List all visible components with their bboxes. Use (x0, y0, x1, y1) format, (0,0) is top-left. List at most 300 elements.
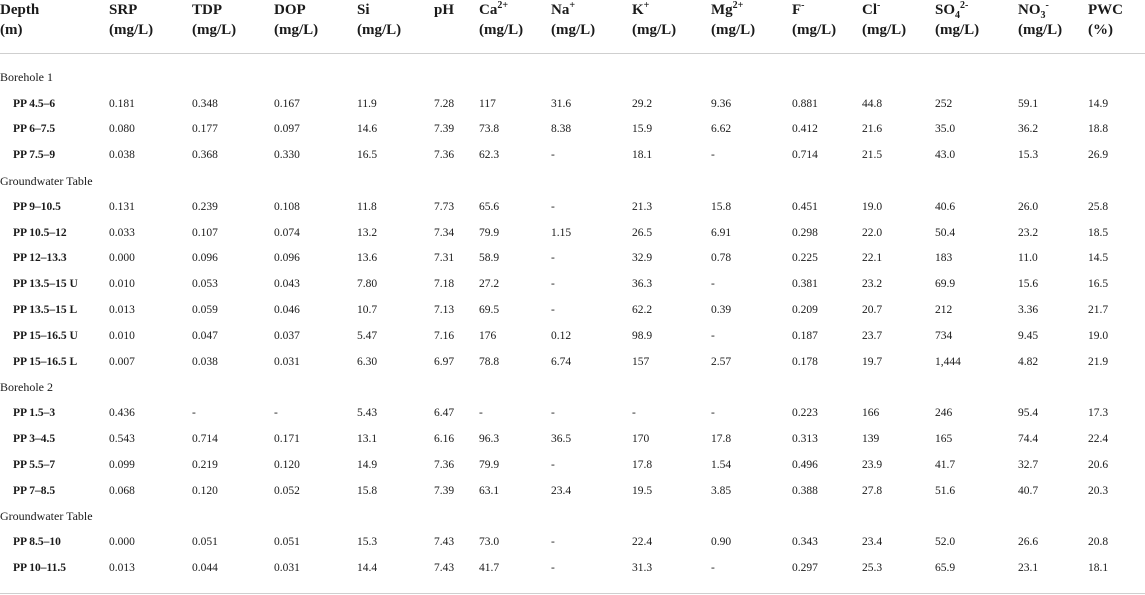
value-cell: 1.15 (551, 226, 572, 239)
value-cell: 0.080 (109, 123, 135, 136)
value-cell: 59.1 (1018, 97, 1039, 110)
depth-cell: PP 15–16.5 L (13, 355, 78, 368)
value-cell: 0.013 (109, 562, 135, 575)
value-cell: 0.171 (274, 433, 300, 446)
depth-cell: PP 4.5–6 (13, 97, 56, 110)
value-cell: 7.36 (434, 458, 455, 471)
table-row (0, 142, 1145, 168)
value-cell: 0.381 (792, 278, 818, 291)
value-cell: - (551, 149, 555, 162)
value-cell: 0.209 (792, 304, 818, 317)
column-header-unit: (%) (1088, 22, 1113, 38)
value-cell: 0.000 (109, 536, 135, 549)
value-cell: 11.0 (1018, 252, 1038, 265)
value-cell: 31.3 (632, 562, 653, 575)
value-cell: 18.1 (1088, 562, 1109, 575)
value-cell: 9.36 (711, 97, 732, 110)
value-cell: 44.8 (862, 97, 883, 110)
section-row (0, 504, 1145, 530)
column-header (357, 0, 434, 54)
value-cell: 23.4 (551, 484, 572, 497)
value-cell: 0.120 (274, 458, 300, 471)
section-label: Groundwater Table (0, 508, 93, 523)
column-header-symbol: PWC (1088, 2, 1123, 18)
section-row (0, 65, 1145, 91)
value-cell: 0.330 (274, 149, 300, 162)
column-header-unit: (mg/L) (357, 22, 402, 38)
value-cell: 176 (479, 329, 497, 342)
spacer-row (0, 54, 1145, 66)
value-cell: 6.97 (434, 355, 455, 368)
column-header-name (711, 0, 792, 20)
value-cell: 15.6 (1018, 278, 1039, 291)
depth-cell: PP 6–7.5 (13, 123, 56, 136)
column-header (0, 0, 109, 54)
value-cell: 65.6 (479, 200, 500, 213)
column-header-name (479, 0, 551, 20)
value-cell: 23.1 (1018, 562, 1039, 575)
depth-cell: PP 7.5–9 (13, 149, 56, 162)
depth-cell: PP 15–16.5 U (13, 329, 78, 342)
column-header-name (274, 0, 357, 20)
table-row (0, 297, 1145, 323)
table-row (0, 271, 1145, 297)
column-header-name (1018, 0, 1088, 20)
value-cell: 22.4 (1088, 433, 1109, 446)
value-cell: 14.6 (357, 123, 378, 136)
value-cell: - (711, 562, 715, 575)
value-cell: 0.099 (109, 458, 135, 471)
column-header-unit: (m) (0, 22, 23, 38)
column-header-symbol: TDP (192, 2, 222, 18)
column-header (479, 0, 551, 54)
table-row (0, 426, 1145, 452)
value-cell: 0.388 (792, 484, 818, 497)
value-cell: 10.7 (357, 304, 378, 317)
column-header-superscript: 2+ (732, 0, 744, 11)
value-cell: 79.9 (479, 458, 500, 471)
value-cell: 43.0 (935, 149, 956, 162)
value-cell: 62.3 (479, 149, 500, 162)
value-cell: 26.9 (1088, 149, 1109, 162)
value-cell: 95.4 (1018, 407, 1039, 420)
value-cell: 15.8 (711, 200, 732, 213)
value-cell: 19.0 (1088, 329, 1109, 342)
value-cell: 7.43 (434, 562, 455, 575)
value-cell: 117 (479, 97, 496, 110)
column-header-symbol: Depth (0, 2, 40, 18)
value-cell: 36.3 (632, 278, 653, 291)
value-cell: - (551, 278, 555, 291)
depth-cell: PP 10–11.5 (13, 562, 67, 575)
value-cell: 0.013 (109, 304, 135, 317)
value-cell: 79.9 (479, 226, 500, 239)
column-header-superscript: 2+ (497, 0, 509, 11)
value-cell: 22.4 (632, 536, 653, 549)
column-header (632, 0, 711, 54)
value-cell: 15.9 (632, 123, 653, 136)
value-cell: 0.368 (192, 149, 218, 162)
table-row (0, 478, 1145, 504)
value-cell: 7.31 (434, 252, 455, 265)
value-cell: 27.8 (862, 484, 883, 497)
column-header-unit: (mg/L) (479, 22, 524, 38)
column-header-symbol: Cl (862, 2, 877, 18)
value-cell: 26.5 (632, 226, 653, 239)
value-cell: 13.2 (357, 226, 378, 239)
value-cell: 36.2 (1018, 123, 1039, 136)
value-cell: - (551, 200, 555, 213)
value-cell: - (632, 407, 636, 420)
depth-cell: PP 9–10.5 (13, 200, 61, 213)
value-cell: 22.1 (862, 252, 883, 265)
value-cell: 0.313 (792, 433, 818, 446)
value-cell: - (551, 252, 555, 265)
value-cell: 18.1 (632, 149, 653, 162)
value-cell: 0.297 (792, 562, 818, 575)
table-row (0, 323, 1145, 349)
column-header-superscript: - (801, 0, 805, 11)
value-cell: 11.8 (357, 200, 377, 213)
column-header-symbol: Ca (479, 2, 498, 18)
value-cell: 0.044 (192, 562, 218, 575)
value-cell: 98.9 (632, 329, 653, 342)
depth-cell: PP 10.5–12 (13, 226, 67, 239)
value-cell: 3.36 (1018, 304, 1039, 317)
column-header-name (1088, 0, 1145, 20)
value-cell: 0.167 (274, 97, 300, 110)
value-cell: 19.5 (632, 484, 653, 497)
column-header-unit: (mg/L) (109, 22, 154, 38)
value-cell: 96.3 (479, 433, 500, 446)
value-cell: 1.54 (711, 458, 732, 471)
table-row (0, 246, 1145, 272)
value-cell: 166 (862, 407, 880, 420)
value-cell: 23.7 (862, 329, 883, 342)
table-row (0, 555, 1145, 581)
value-cell: 0.12 (551, 329, 572, 342)
value-cell: 7.13 (434, 304, 455, 317)
section-row (0, 168, 1145, 194)
value-cell: 17.3 (1088, 407, 1109, 420)
table-row (0, 194, 1145, 220)
value-cell: 23.9 (862, 458, 883, 471)
value-cell: 18.5 (1088, 226, 1109, 239)
value-cell: 20.6 (1088, 458, 1109, 471)
value-cell: 0.225 (792, 252, 818, 265)
value-cell: 0.451 (792, 200, 818, 213)
value-cell: 20.3 (1088, 484, 1109, 497)
value-cell: 13.1 (357, 433, 378, 446)
value-cell: 6.91 (711, 226, 732, 239)
column-header-superscript: - (877, 0, 881, 11)
column-header (792, 0, 862, 54)
value-cell: 15.8 (357, 484, 378, 497)
value-cell: 0.053 (192, 278, 218, 291)
depth-cell: PP 7–8.5 (13, 484, 56, 497)
value-cell: - (711, 278, 715, 291)
column-header (1018, 0, 1088, 54)
value-cell: 0.031 (274, 355, 300, 368)
table-row (0, 117, 1145, 143)
column-header-unit: (mg/L) (711, 22, 756, 38)
value-cell: 78.8 (479, 355, 500, 368)
value-cell: 14.5 (1088, 252, 1109, 265)
value-cell: 23.4 (862, 536, 883, 549)
column-header (434, 0, 479, 54)
value-cell: 7.43 (434, 536, 455, 549)
value-cell: 0.343 (792, 536, 818, 549)
value-cell: 16.5 (1088, 278, 1109, 291)
value-cell: 21.9 (1088, 355, 1109, 368)
value-cell: 0.107 (192, 226, 218, 239)
column-header-symbol: Na (551, 2, 570, 18)
bottom-rule-row (0, 581, 1145, 594)
column-header-unit: (mg/L) (192, 22, 237, 38)
value-cell: 5.43 (357, 407, 378, 420)
column-header-unit: (mg/L) (1018, 22, 1063, 38)
value-cell: 0.108 (274, 200, 300, 213)
value-cell: 0.031 (274, 562, 300, 575)
value-cell: 73.8 (479, 123, 500, 136)
value-cell: 7.18 (434, 278, 455, 291)
value-cell: 7.39 (434, 484, 455, 497)
value-cell: 7.16 (434, 329, 455, 342)
column-header-unit: (mg/L) (632, 22, 677, 38)
column-header (1088, 0, 1145, 54)
value-cell: 0.043 (274, 278, 300, 291)
value-cell: 0.037 (274, 329, 300, 342)
column-header-symbol: SRP (109, 2, 138, 18)
value-cell: 13.6 (357, 252, 378, 265)
value-cell: 0.074 (274, 226, 300, 239)
value-cell: - (274, 407, 278, 420)
value-cell: - (551, 407, 555, 420)
value-cell: 0.881 (792, 97, 818, 110)
column-header-name (0, 0, 109, 20)
column-header-subscript: 3 (1040, 10, 1046, 21)
value-cell: 41.7 (479, 562, 500, 575)
column-header (274, 0, 357, 54)
value-cell: 0.007 (109, 355, 135, 368)
column-header (862, 0, 935, 54)
value-cell: 0.038 (109, 149, 135, 162)
value-cell: 31.6 (551, 97, 572, 110)
value-cell: - (711, 329, 715, 342)
value-cell: 25.8 (1088, 200, 1109, 213)
column-header (192, 0, 274, 54)
value-cell: 7.39 (434, 123, 455, 136)
column-header-name (632, 0, 711, 20)
value-cell: 50.4 (935, 226, 956, 239)
value-cell: 7.34 (434, 226, 455, 239)
value-cell: 16.5 (357, 149, 378, 162)
value-cell: 65.9 (935, 562, 956, 575)
value-cell: 0.178 (792, 355, 818, 368)
column-header-symbol: Mg (711, 2, 733, 18)
value-cell: 0.038 (192, 355, 218, 368)
value-cell: 2.57 (711, 355, 732, 368)
value-cell: 0.177 (192, 123, 218, 136)
value-cell: - (551, 562, 555, 575)
value-cell: 6.74 (551, 355, 572, 368)
value-cell: 246 (935, 407, 953, 420)
value-cell: 7.80 (357, 278, 378, 291)
table-row (0, 400, 1145, 426)
value-cell: 0.047 (192, 329, 218, 342)
column-header-name (862, 0, 935, 20)
value-cell: 7.28 (434, 97, 455, 110)
value-cell: 1,444 (935, 355, 961, 368)
value-cell: 5.47 (357, 329, 378, 342)
value-cell: 69.5 (479, 304, 500, 317)
value-cell: 0.046 (274, 304, 300, 317)
value-cell: 0.436 (109, 407, 135, 420)
table-header (0, 0, 1145, 54)
column-header-symbol: K (632, 2, 644, 18)
value-cell: 40.6 (935, 200, 956, 213)
value-cell: 0.051 (192, 536, 218, 549)
value-cell: 0.097 (274, 123, 300, 136)
value-cell: 4.82 (1018, 355, 1039, 368)
value-cell: 41.7 (935, 458, 956, 471)
value-cell: 73.0 (479, 536, 500, 549)
value-cell: 183 (935, 252, 953, 265)
table-row (0, 220, 1145, 246)
value-cell: 0.78 (711, 252, 732, 265)
value-cell: 0.059 (192, 304, 218, 317)
value-cell: 0.39 (711, 304, 732, 317)
value-cell: 0.714 (192, 433, 218, 446)
header-row (0, 0, 1145, 54)
value-cell: 15.3 (357, 536, 378, 549)
value-cell: 14.9 (357, 458, 378, 471)
value-cell: 0.90 (711, 536, 732, 549)
column-header-superscript: - (1045, 0, 1049, 11)
value-cell: 17.8 (632, 458, 653, 471)
value-cell: 0.010 (109, 278, 135, 291)
depth-cell: PP 8.5–10 (13, 536, 61, 549)
value-cell: - (192, 407, 196, 420)
value-cell: 40.7 (1018, 484, 1039, 497)
value-cell: 0.051 (274, 536, 300, 549)
value-cell: 22.0 (862, 226, 883, 239)
table-row (0, 349, 1145, 375)
value-cell: 9.45 (1018, 329, 1039, 342)
depth-cell: PP 3–4.5 (13, 433, 56, 446)
value-cell: 0.714 (792, 149, 818, 162)
value-cell: 74.4 (1018, 433, 1039, 446)
value-cell: 0.052 (274, 484, 300, 497)
value-cell: 0.000 (109, 252, 135, 265)
value-cell: 27.2 (479, 278, 500, 291)
section-label: Borehole 1 (0, 70, 53, 85)
column-header (935, 0, 1018, 54)
value-cell: 25.3 (862, 562, 883, 575)
table-body (0, 54, 1145, 594)
column-header-unit: (mg/L) (935, 22, 980, 38)
value-cell: - (711, 407, 715, 420)
value-cell: 19.7 (862, 355, 883, 368)
depth-cell: PP 1.5–3 (13, 407, 56, 420)
value-cell: 0.096 (274, 252, 300, 265)
value-cell: 0.348 (192, 97, 218, 110)
value-cell: 0.120 (192, 484, 218, 497)
value-cell: 23.2 (1018, 226, 1039, 239)
value-cell: 7.36 (434, 149, 455, 162)
value-cell: 21.7 (1088, 304, 1109, 317)
value-cell: 32.7 (1018, 458, 1039, 471)
value-cell: 0.068 (109, 484, 135, 497)
depth-cell: PP 12–13.3 (13, 252, 67, 265)
value-cell: 19.0 (862, 200, 883, 213)
column-header-symbol: F (792, 2, 802, 18)
value-cell: 21.5 (862, 149, 883, 162)
value-cell: 0.239 (192, 200, 218, 213)
value-cell: 3.85 (711, 484, 732, 497)
table-row (0, 529, 1145, 555)
column-header-symbol: pH (434, 2, 455, 18)
value-cell: 0.096 (192, 252, 218, 265)
value-cell: 21.6 (862, 123, 883, 136)
value-cell: 23.2 (862, 278, 883, 291)
value-cell: 0.219 (192, 458, 218, 471)
value-cell: 6.16 (434, 433, 455, 446)
value-cell: 157 (632, 355, 650, 368)
value-cell: 0.543 (109, 433, 135, 446)
column-header-name (192, 0, 274, 20)
value-cell: 0.033 (109, 226, 135, 239)
column-header-superscript: 2- (960, 0, 969, 11)
column-header (551, 0, 632, 54)
column-header-unit: (mg/L) (274, 22, 319, 38)
value-cell: 165 (935, 433, 953, 446)
value-cell: 139 (862, 433, 880, 446)
column-header-name (109, 0, 192, 20)
value-cell: 17.8 (711, 433, 732, 446)
value-cell: - (551, 536, 555, 549)
column-header-symbol: NO (1018, 2, 1041, 18)
value-cell: 21.3 (632, 200, 653, 213)
value-cell: 6.30 (357, 355, 378, 368)
value-cell: - (551, 304, 555, 317)
depth-cell: PP 13.5–15 L (13, 304, 78, 317)
value-cell: 0.412 (792, 123, 818, 136)
bottom-rule (0, 581, 1145, 594)
value-cell: 20.8 (1088, 536, 1109, 549)
spacer-cell (0, 54, 1145, 66)
value-cell: 252 (935, 97, 953, 110)
value-cell: 20.7 (862, 304, 883, 317)
column-header-superscript: + (569, 0, 576, 11)
column-header-name (935, 0, 1018, 20)
column-header (711, 0, 792, 54)
value-cell: 6.62 (711, 123, 732, 136)
column-header-symbol: DOP (274, 2, 306, 18)
column-header-superscript: + (643, 0, 650, 11)
column-header-name (434, 0, 479, 20)
value-cell: 0.298 (792, 226, 818, 239)
column-header-name (357, 0, 434, 20)
section-label: Borehole 2 (0, 379, 53, 394)
value-cell: 62.2 (632, 304, 653, 317)
value-cell: 36.5 (551, 433, 572, 446)
value-cell: - (711, 149, 715, 162)
section-row (0, 375, 1145, 401)
column-header-unit: (mg/L) (862, 22, 907, 38)
value-cell: 15.3 (1018, 149, 1039, 162)
value-cell: 734 (935, 329, 953, 342)
